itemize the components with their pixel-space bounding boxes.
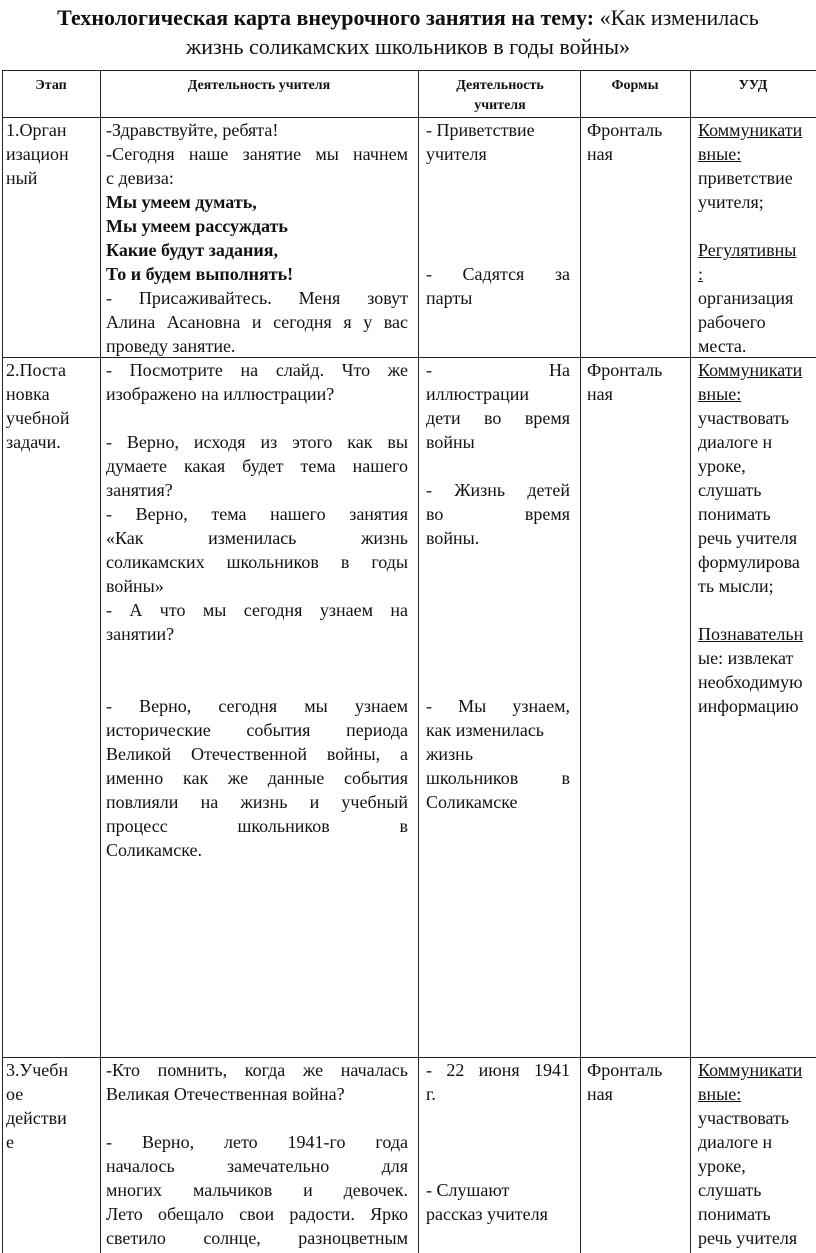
text-line: Фронталь <box>587 120 663 140</box>
text-line: именно как же данные события <box>106 768 408 788</box>
text-line: речь учителя <box>698 1228 798 1248</box>
text-line: Коммуникати <box>698 360 803 380</box>
text-line <box>426 1130 570 1154</box>
text-line <box>426 646 570 670</box>
text-line: Познавательн <box>698 624 804 644</box>
text-line: ые: извлекат <box>698 648 794 668</box>
text-line: 2.Поста <box>6 360 67 380</box>
text-line: изацион <box>6 144 69 164</box>
stage-cell <box>6 118 98 190</box>
table-border <box>2 70 3 1253</box>
text-line: - Приветствие <box>426 120 535 140</box>
table-border <box>2 70 816 71</box>
text-line: как изменилась <box>426 720 545 740</box>
text-line: занятия? <box>106 480 173 500</box>
text-line: Великой Отечественной войны, а <box>106 744 408 764</box>
title-topic: «Как изменилась <box>594 5 759 30</box>
text-line: иллюстрации <box>426 384 530 404</box>
text-line: диалоге н <box>698 432 773 452</box>
text-line <box>426 622 570 646</box>
text-line: г. <box>426 1084 436 1104</box>
text-line: Соликамске. <box>106 840 203 860</box>
text-line: Коммуникати <box>698 120 803 140</box>
text-line: Великая Отечественная война? <box>106 1084 345 1104</box>
text-line: информацию <box>698 696 799 716</box>
text-line <box>426 454 570 478</box>
text-line: Лето обещало свои радости. Ярко <box>106 1204 408 1224</box>
text-line: Фронталь <box>587 1060 663 1080</box>
text-line <box>106 646 408 670</box>
title-line-2: жизнь соликамских школьников в годы войны» <box>186 34 630 59</box>
text-line: во время <box>426 504 570 524</box>
student-activity-cell <box>426 358 570 814</box>
text-line: ое <box>6 1084 24 1104</box>
text-line: с девиза: <box>106 168 174 188</box>
text-line: : <box>698 264 704 284</box>
text-line: вные: <box>698 384 742 404</box>
forms-cell <box>587 118 687 166</box>
text-line: Коммуникати <box>698 1060 803 1080</box>
text-line: - А что мы сегодня узнаем на <box>106 600 408 620</box>
text-line: - 22 июня 1941 <box>426 1060 570 1080</box>
text-line: проведу занятие. <box>106 336 236 356</box>
header-forms: Формы <box>611 78 659 93</box>
text-line: рассказ учителя <box>426 1204 548 1224</box>
text-line <box>698 214 816 238</box>
text-line: - Верно, тема нашего занятия <box>106 504 408 524</box>
text-line: войны» <box>106 576 164 596</box>
text-line: действи <box>6 1108 67 1128</box>
text-line: - Верно, сегодня мы узнаем <box>106 696 408 716</box>
text-line <box>426 238 570 262</box>
text-line: уроке, <box>698 1156 746 1176</box>
text-line: Регулятивны <box>698 240 797 260</box>
title-bold: Технологическая карта внеурочного занятия на тему: <box>57 5 595 30</box>
table-border <box>100 70 101 1253</box>
text-line: войны. <box>426 528 480 548</box>
text-line: учебной <box>6 408 70 428</box>
text-line: соликамских школьников в годы <box>106 552 408 572</box>
teacher-activity-cell <box>106 358 408 862</box>
text-line: жизнь <box>426 744 474 764</box>
stage-cell <box>6 1058 98 1154</box>
text-line: «Как изменилась жизнь <box>106 528 408 548</box>
text-line <box>426 190 570 214</box>
text-line: ная <box>587 1084 613 1104</box>
text-line: понимать <box>698 504 771 524</box>
text-line: понимать <box>698 1204 771 1224</box>
teacher-activity-cell <box>106 1058 408 1250</box>
text-line <box>426 670 570 694</box>
text-line <box>426 1106 570 1130</box>
text-line <box>106 670 408 694</box>
text-line: ная <box>587 144 613 164</box>
text-line: Мы умеем думать, <box>106 192 257 212</box>
table-border <box>690 70 691 1253</box>
text-line <box>698 598 816 622</box>
text-line: ная <box>587 384 613 404</box>
text-line: участвовать <box>698 1108 790 1128</box>
text-line: учителя <box>426 144 487 164</box>
header-stage: Этап <box>35 78 67 93</box>
header-student-activity: Деятельность учителя <box>456 78 544 113</box>
text-line: занятии? <box>106 624 175 644</box>
uud-cell <box>698 1058 816 1250</box>
text-line: началось замечательно для <box>106 1156 408 1176</box>
text-line <box>426 550 570 574</box>
text-line: рабочего <box>698 312 766 332</box>
text-line: слушать <box>698 480 762 500</box>
text-line: - Слушают <box>426 1180 510 1200</box>
text-line: ть мысли; <box>698 576 774 596</box>
text-line: исторические события периода <box>106 720 408 740</box>
text-line: организация <box>698 288 794 308</box>
text-line: -Здравствуйте, ребята! <box>106 120 279 140</box>
text-line: То и будем выполнять! <box>106 264 294 284</box>
text-line: - Верно, исходя из этого как вы <box>106 432 408 452</box>
text-line <box>106 1106 408 1130</box>
text-line: новка <box>6 384 50 404</box>
text-line: дети во время <box>426 408 570 428</box>
text-line <box>106 406 408 430</box>
text-line: 3.Учебн <box>6 1060 69 1080</box>
text-line: светило солнце, разноцветным <box>106 1228 408 1248</box>
text-line: - Жизнь детей <box>426 480 570 500</box>
text-line: необходимую <box>698 672 803 692</box>
text-line: войны <box>426 432 475 452</box>
text-line <box>426 598 570 622</box>
text-line: - Присаживайтесь. Меня зовут <box>106 288 408 308</box>
uud-cell <box>698 358 816 718</box>
text-line: е <box>6 1132 14 1152</box>
table-border <box>418 70 419 1253</box>
table-border <box>580 70 581 1253</box>
text-line: многих мальчиков и девочек. <box>106 1180 408 1200</box>
text-line: -Кто помнить, когда же началась <box>106 1060 408 1080</box>
text-line: вные: <box>698 144 742 164</box>
text-line: - Верно, лето 1941-го года <box>106 1132 408 1152</box>
text-line: ный <box>6 168 38 188</box>
text-line: -Сегодня наше занятие мы начнем <box>106 144 408 164</box>
text-line: Алина Асановна и сегодня я у вас <box>106 312 408 332</box>
text-line: слушать <box>698 1180 762 1200</box>
text-line: речь учителя <box>698 528 798 548</box>
forms-cell <box>587 358 687 406</box>
text-line <box>426 214 570 238</box>
text-line <box>426 574 570 598</box>
text-line: 1.Орган <box>6 120 67 140</box>
text-line: школьников в <box>426 768 570 788</box>
text-line: формулирова <box>698 552 800 572</box>
text-line: Фронталь <box>587 360 663 380</box>
header-teacher-activity: Деятельность учителя <box>187 78 331 93</box>
text-line <box>426 1154 570 1178</box>
text-line <box>426 166 570 190</box>
header-uud: УУД <box>738 78 768 93</box>
text-line: - Посмотрите на слайд. Что же <box>106 360 408 380</box>
teacher-activity-cell <box>106 118 408 358</box>
student-activity-cell <box>426 118 570 310</box>
text-line: Соликамске <box>426 792 518 812</box>
uud-cell <box>698 118 816 358</box>
text-line: Какие будут задания, <box>106 240 278 260</box>
forms-cell <box>587 1058 687 1106</box>
text-line: изображено на иллюстрации? <box>106 384 335 404</box>
text-line: учителя; <box>698 192 764 212</box>
text-line: вные: <box>698 1084 742 1104</box>
text-line: приветствие <box>698 168 793 188</box>
text-line: участвовать <box>698 408 790 428</box>
student-activity-cell <box>426 1058 570 1226</box>
text-line: Мы умеем рассуждать <box>106 216 288 236</box>
text-line: - Садятся за <box>426 264 570 284</box>
text-line: уроке, <box>698 456 746 476</box>
text-line: думаете какая будет тема нашего <box>106 456 408 476</box>
text-line: диалоге н <box>698 1132 773 1152</box>
text-line: - Мы узнаем, <box>426 696 570 716</box>
text-line: задачи. <box>6 432 61 452</box>
text-line: парты <box>426 288 473 308</box>
text-line: повлияли на жизнь и учебный <box>106 792 408 812</box>
text-line: - На <box>426 360 570 380</box>
stage-cell <box>6 358 98 454</box>
text-line: процесс школьников в <box>106 816 408 836</box>
text-line: места. <box>698 336 747 356</box>
